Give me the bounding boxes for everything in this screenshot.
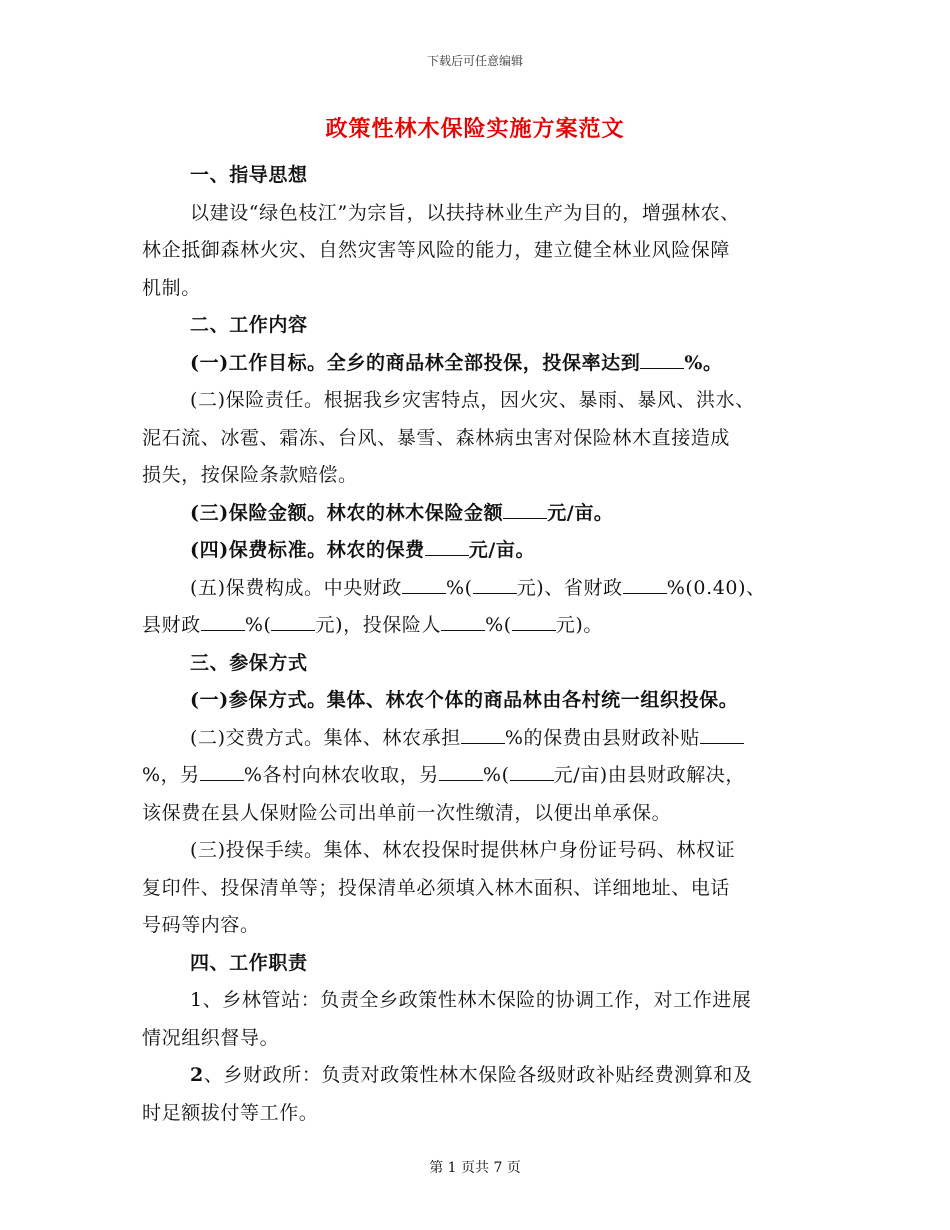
paragraph-line: 复印件、投保清单等；投保清单必须填入林木面积、详细地址、电话	[142, 876, 731, 899]
paragraph-line: 泥石流、冰雹、霜冻、台风、暴雪、森林病虫害对保险林木直接造成	[142, 426, 731, 449]
text: %各村向林农收取，另	[243, 764, 439, 786]
paragraph-line: 1、乡林管站：负责全乡政策性林木保险的协调工作，对工作进展	[190, 989, 752, 1011]
paragraph-line: (一)参保方式。集体、林农个体的商品林由各村统一组织投保。	[190, 689, 739, 711]
paragraph-line: 情况组织督导。	[142, 1026, 280, 1049]
text: 元)，投保险人	[315, 614, 442, 636]
paragraph-line	[142, 1057, 810, 1095]
paragraph-line: 号码等内容。	[142, 914, 260, 936]
text: (一)工作目标。全乡的商品林全部投保，投保率达到	[190, 351, 641, 374]
text: 元/亩)由县财政解决，	[553, 764, 746, 786]
blank-field	[510, 764, 554, 781]
text: %(	[482, 764, 510, 786]
paragraph-line: 林企抵御森林火灾、自然灾害等风险的能力，建立健全林业风险保障	[142, 239, 731, 261]
paragraph-line	[142, 607, 810, 645]
paragraph-line	[142, 570, 810, 608]
blank-field	[402, 577, 446, 594]
text: %。	[684, 351, 723, 374]
blank-field	[700, 727, 744, 744]
item-number: 2	[190, 1064, 204, 1086]
blank-field	[271, 614, 315, 631]
section-heading-1: 一、指导思想	[190, 164, 308, 186]
text: 元/亩。	[468, 539, 536, 561]
text: (二)交费方式。集体、林农承担	[190, 726, 461, 749]
paragraph-line: 时足额拔付等工作。	[142, 1101, 319, 1124]
paragraph-line	[142, 720, 810, 758]
section-heading-4: 四、工作职责	[190, 951, 308, 974]
paragraph-line	[142, 345, 810, 383]
paragraph-line	[142, 532, 810, 570]
text: (三)保险金额。林农的林木保险金额	[190, 501, 504, 524]
text: 元)。	[555, 614, 603, 636]
paragraph-line: (二)保险责任。根据我乡灾害特点，因火灾、暴雨、暴风、洪水、	[190, 389, 755, 411]
blank-field	[512, 614, 556, 631]
text: 县财政	[142, 614, 201, 636]
paragraph-line	[142, 757, 810, 795]
page-footer: 第 1 页共 7 页	[429, 1160, 521, 1176]
blank-field	[503, 502, 547, 519]
paragraph-line	[142, 495, 810, 533]
blank-field	[461, 727, 505, 744]
text: (五)保费构成。中央财政	[190, 576, 403, 599]
paragraph-line: (三)投保手续。集体、林农投保时提供林户身份证号码、林权证	[190, 839, 736, 861]
text: %(	[446, 576, 473, 599]
blank-field	[425, 539, 469, 556]
document-title: 政策性林木保险实施方案范文	[325, 116, 625, 142]
text: 、乡财政所：负责对政策性林木保险各级财政补贴经费测算和及	[203, 1064, 753, 1086]
text: (四)保费标准。林农的保费	[190, 539, 425, 561]
paragraph-line: 机制。	[142, 276, 201, 299]
text: %，另	[142, 764, 200, 786]
paragraph-line: 损失，按保险条款赔偿。	[142, 464, 358, 486]
blank-field	[473, 577, 517, 594]
text: %(	[485, 614, 512, 636]
blank-field	[640, 352, 684, 369]
text: %的保费由县财政补贴	[504, 726, 700, 749]
blank-field	[623, 577, 667, 594]
page-header: 下载后可任意编辑	[426, 54, 523, 68]
text: 元)、省财政	[516, 576, 623, 599]
paragraph-line: 以建设“绿色枝江”为宗旨，以扶持林业生产为目的，增强林农、	[190, 201, 740, 224]
text: %(	[244, 614, 272, 636]
blank-field	[439, 764, 483, 781]
blank-field	[200, 764, 244, 781]
blank-field	[441, 614, 485, 631]
document-body	[142, 157, 810, 1132]
text: 元/亩。	[547, 501, 614, 524]
paragraph-line: 该保费在县人保财险公司出单前一次性缴清，以便出单承保。	[142, 801, 672, 824]
section-heading-3: 三、参保方式	[190, 651, 308, 674]
text: %(0.40)、	[666, 576, 766, 599]
section-heading-2: 二、工作内容	[190, 314, 308, 336]
blank-field	[201, 614, 245, 631]
